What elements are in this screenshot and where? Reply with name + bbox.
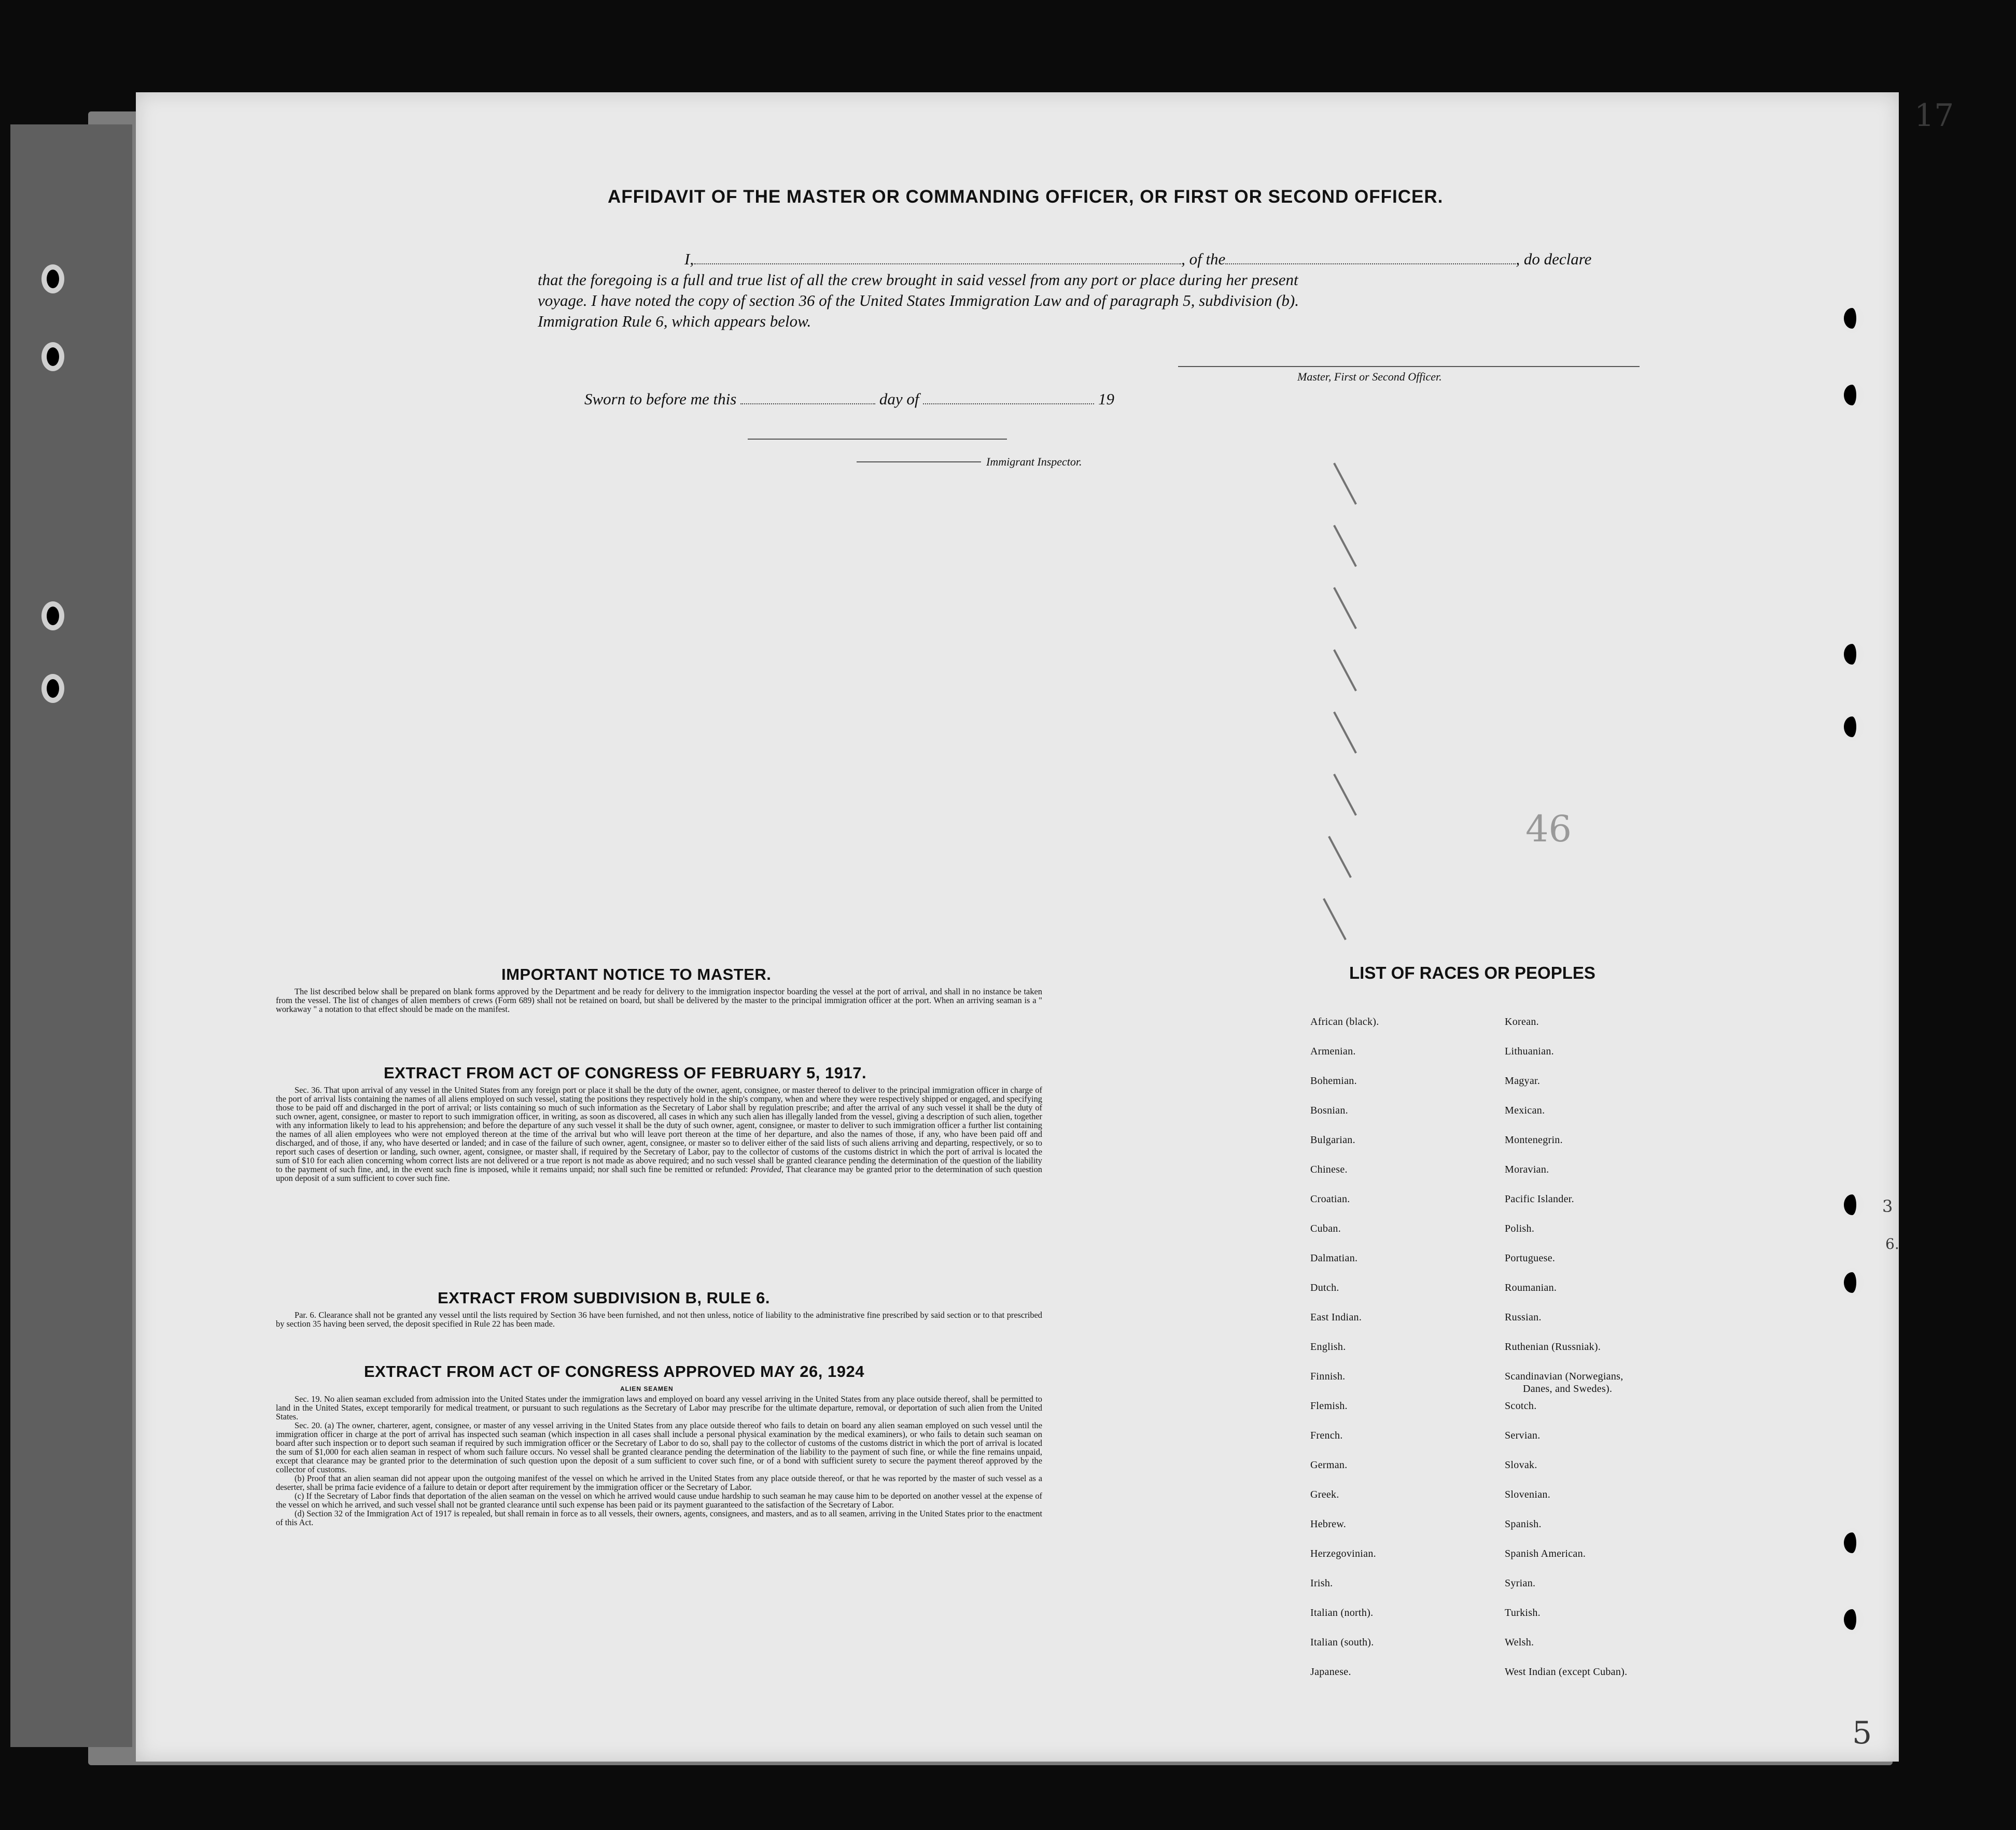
sworn-prefix: Sworn to before me this xyxy=(584,390,737,408)
binder-hole xyxy=(1841,1268,1864,1297)
inspector-name-line xyxy=(857,461,981,462)
tick-mark xyxy=(1333,525,1357,567)
race-item: Montenegrin. xyxy=(1505,1134,1563,1146)
binder-hole xyxy=(41,264,64,293)
manifest-page xyxy=(136,92,1954,1762)
race-item: Russian. xyxy=(1505,1312,1542,1323)
race-item: Scandinavian (Norwegians, xyxy=(1505,1371,1623,1382)
race-item: East Indian. xyxy=(1310,1312,1362,1323)
race-item: Irish. xyxy=(1310,1578,1333,1589)
tick-mark xyxy=(1333,711,1357,753)
tick-mark xyxy=(1333,462,1357,504)
race-item: Roumanian. xyxy=(1505,1282,1557,1293)
race-item: African (black). xyxy=(1310,1016,1379,1027)
sec-20a-paragraph: Sec. 20. (a) The owner, charterer, agent, consignee, or master of any vessel arriving in the United States from any place outside thereof who fails to detain on board any alien seaman employed on such vessel until the immigration officer in charge at the port of arrival has inspected such seaman (which inspection in all cases shall include a personal physical examination by the medical examiners), or who fails to detain such seaman on board after such inspection or to deport such seaman if required by such immigration officer or the Secretary of Labor to do so, shall pay to the collector of customs of the customs district in which the port of arrival is located the sum of $1,000 for each alien seaman in respect of whom such failure occurs. No vessel shall be granted clearance pending the determination of the liability to the payment of such fine, or while the fine remains unpaid, except that clearance may be granted prior to the determination of such question upon the deposit of a sum sufficient to cover such fine, or of a bond with sufficient surety to secure the payment thereof approved by the collector of customs. xyxy=(276,1420,1042,1474)
binder-hole xyxy=(1841,1528,1864,1557)
race-item: Moravian. xyxy=(1505,1164,1549,1175)
sworn-day-field[interactable] xyxy=(740,388,875,404)
race-item: Syrian. xyxy=(1505,1578,1536,1589)
rule-6-body xyxy=(276,1311,1042,1328)
race-item: Welsh. xyxy=(1505,1637,1534,1648)
notice-paragraph: The list described below shall be prepared on blank forms approved by the Department and be ready for delivery to the immigration inspector boarding the vessel at the port of arrival, and shall in no instance be taken from the vessel. The list of changes of alien members of crews (Form 689) shall not be retained on board, but shall be delivered by the master to the principal immigration officer at the port. When an arriving seaman is a " workaway " a notation to that effect should be made on the manifest. xyxy=(276,987,1042,1014)
binding-strip xyxy=(10,124,132,1747)
race-item: Spanish American. xyxy=(1505,1548,1586,1559)
race-item: Dutch. xyxy=(1310,1282,1339,1293)
race-item: Cuban. xyxy=(1310,1223,1341,1234)
race-item: Armenian. xyxy=(1310,1046,1356,1057)
binder-hole xyxy=(41,674,64,703)
race-item: Dalmatian. xyxy=(1310,1252,1358,1264)
race-item: Ruthenian (Russniak). xyxy=(1505,1341,1601,1353)
race-item: German. xyxy=(1310,1459,1348,1471)
race-item: Chinese. xyxy=(1310,1164,1348,1175)
race-item: Mexican. xyxy=(1505,1105,1545,1116)
race-item: Greek. xyxy=(1310,1489,1339,1500)
sec-36-label: Sec. 36. xyxy=(295,1085,322,1095)
handwritten-mark: 6. xyxy=(1885,1235,1899,1252)
extract-1924-title: EXTRACT FROM ACT OF CONGRESS APPROVED MAY 26, 1924 xyxy=(364,1362,864,1381)
extract-1924-body xyxy=(276,1395,1042,1527)
handwritten-mark: 3 xyxy=(1882,1196,1893,1216)
race-item: Spanish. xyxy=(1505,1518,1542,1530)
tick-mark xyxy=(1333,587,1357,629)
race-item: Slovenian. xyxy=(1505,1489,1550,1500)
declaration-prefix: I, xyxy=(684,250,694,268)
race-item: Lithuanian. xyxy=(1505,1046,1554,1057)
affidavit-title: AFFIDAVIT OF THE MASTER OR COMMANDING OFFICER, OR FIRST OR SECOND OFFICER. xyxy=(608,187,1444,207)
races-title: LIST OF RACES OR PEOPLES xyxy=(1349,963,1595,982)
inspector-signature-line[interactable] xyxy=(748,439,1007,440)
sec-20d-paragraph: (d) Section 32 of the Immigration Act of 1917 is repealed, but shall remain in force as to all vessels, their owners, agents, consignees, and masters, and as to all seamen, arriving in the United States prior to the enactment of this Act. xyxy=(276,1509,1042,1527)
sec-20c-paragraph: (c) If the Secretary of Labor finds that deportation of the alien seaman on the vessel on which he arrived would cause undue hardship to such seaman he may cause him to be deported on another vessel at the expense of the vessel on which he arrived, and such vessel shall not be granted clearance until such expense has been paid or its payment guaranteed to the satisfaction of the Secretary of Labor. xyxy=(276,1491,1042,1510)
race-item: Slovak. xyxy=(1505,1459,1537,1471)
binder-hole xyxy=(41,342,64,371)
declaration-end: , do declare xyxy=(1516,250,1592,268)
declaration-line-4: Immigration Rule 6, which appears below. xyxy=(538,312,811,330)
sworn-year-label: 19 xyxy=(1098,390,1114,408)
race-item: Croatian. xyxy=(1310,1193,1350,1205)
proviso-text: That clearance may be granted prior to the determination of such question upon deposit of a sum sufficient to cover such fine. xyxy=(276,1164,1042,1183)
declaration-line-3: voyage. I have noted the copy of section 36 of the United States Immigration Law and of paragraph 5, subdivision (b). xyxy=(538,291,1299,309)
notice-title: IMPORTANT NOTICE TO MASTER. xyxy=(501,965,772,983)
race-item: Pacific Islander. xyxy=(1505,1193,1574,1205)
race-item: Polish. xyxy=(1505,1223,1535,1234)
tick-mark xyxy=(1333,773,1357,815)
inspector-label: Immigrant Inspector. xyxy=(986,455,1082,468)
race-item: Korean. xyxy=(1505,1016,1539,1027)
handwritten-mark: 46 xyxy=(1525,808,1572,850)
race-item: Finnish. xyxy=(1310,1371,1346,1382)
binder-hole xyxy=(1841,640,1864,669)
extract-1917-title: EXTRACT FROM ACT OF CONGRESS OF FEBRUARY 5, 1917. xyxy=(384,1064,867,1082)
race-item: Scotch. xyxy=(1505,1400,1537,1412)
declaration-line-1 xyxy=(684,248,1591,270)
binder-hole xyxy=(41,601,64,630)
race-item: Servian. xyxy=(1505,1430,1541,1441)
binder-hole xyxy=(1841,712,1864,741)
race-item: Hebrew. xyxy=(1310,1518,1347,1530)
race-item: Japanese. xyxy=(1310,1666,1351,1678)
alien-seamen-subtitle: ALIEN SEAMEN xyxy=(620,1385,674,1392)
race-item: Flemish. xyxy=(1310,1400,1348,1412)
proviso-label: Provided, xyxy=(750,1164,783,1174)
race-item: Bohemian. xyxy=(1310,1075,1357,1087)
sworn-month-field[interactable] xyxy=(923,388,1094,404)
race-item: Bosnian. xyxy=(1310,1105,1348,1116)
race-item: Danes, and Swedes). xyxy=(1523,1383,1613,1395)
declaration-line-2: that the foregoing is a full and true list of all the crew brought in said vessel from any port or place during her present xyxy=(538,271,1298,289)
sworn-day-label: day of xyxy=(879,390,919,408)
race-item: Italian (north). xyxy=(1310,1607,1374,1618)
binder-hole xyxy=(1841,381,1864,410)
tick-mark xyxy=(1323,898,1347,940)
handwritten-mark: 5 xyxy=(1852,1715,1872,1751)
sec-20b-paragraph: (b) Proof that an alien seaman did not appear upon the outgoing manifest of the vessel on which he arrived in the United States from any place outside thereof, or that he was reported by the master of such vessel as a deserter, shall be prima facie evidence of a failure to detain or deport after requirement by the immigration officer or the Secretary of Labor. xyxy=(276,1473,1042,1492)
sec-36-text: That upon arrival of any vessel in the United States from any foreign port or place it shall be the duty of the owner, agent, consignee, or master thereof to deliver to the principal immigration officer in charge of the port of arrival lists containing the names of all aliens employed on such vessel, stating the positions they respectively hold in the ship's company, when and where they were respectively shipped or engaged, and specifying those to be paid off and discharged in the port of arrival; or lists containing so much of such information as the Secretary of Labor shall by regulation prescribe; and after the arrival of any such vessel it shall be the duty of such owner, agent, consignee, or master to report to such immigration officer, in writing, as soon as discovered, all cases in which any such alien has illegally landed from the vessel, giving a description of such alien, together with any information likely to lead to his apprehension; and before the departure of any such vessel it shall be the duty of such owner, agent, consignee, or master to deliver to such immigration officer a further list containing the names of all alien employees who were not employed thereon at the time of the arrival but who will leave port thereon at the time of her departure, and also the names of those, if any, who have been paid off and discharged, and of those, if any, who have deserted or landed; and in case of the failure of such owner, agent, consignee, or master so to deliver either of the said lists of such aliens arriving and departing, respectively, or so to report such cases of desertion or landing, such owner, agent, consignee, or master shall, if required by the Secretary of Labor, pay to the collector of customs of the customs district in which the port of arrival is located the sum of $10 for each alien concerning whom correct lists are not delivered or a true report is not made as above required; and no such vessel shall be granted clearance pending the determination of the question of the liability to the payment of such fine, and, in the event such fine is imposed, while it remains unpaid; nor shall such fine be remitted or refunded: xyxy=(276,1085,1042,1174)
declaration-mid: , of the xyxy=(1181,250,1226,268)
sworn-line xyxy=(584,388,1114,410)
sec-19-paragraph: Sec. 19. No alien seaman excluded from admission into the United States under the immigration laws and employed on board any vessel arriving in the United States from any place outside thereof, shall be permitted to land in the United States, except temporarily for medical treatment, or pursuant to such regulations as the Secretary of Labor may prescribe for the ultimate departure, removal, or deportation of such alien from the United States. xyxy=(276,1394,1042,1421)
race-item: Bulgarian. xyxy=(1310,1134,1355,1146)
race-item: French. xyxy=(1310,1430,1343,1441)
race-item: Italian (south). xyxy=(1310,1637,1374,1648)
rule-6-title: EXTRACT FROM SUBDIVISION B, RULE 6. xyxy=(438,1289,770,1307)
race-item: Portuguese. xyxy=(1505,1252,1556,1264)
extract-1917-body xyxy=(276,1086,1042,1183)
handwritten-page-number: 17 xyxy=(1914,97,1954,134)
race-item: West Indian (except Cuban). xyxy=(1505,1666,1628,1678)
tick-mark xyxy=(1333,649,1357,691)
binder-hole xyxy=(1841,1190,1864,1219)
binder-hole xyxy=(1841,304,1864,333)
officer-name-field[interactable] xyxy=(694,248,1181,264)
master-signature-line[interactable] xyxy=(1178,366,1640,367)
rule-6-paragraph: Par. 6. Clearance shall not be granted any vessel until the lists required by Section 36 have been furnished, and not then unless, notice of liability to the administrative fine prescribed by said section or to that prescribed by section 35 having been served, the deposit specified in Rule 22 has been made. xyxy=(276,1310,1042,1329)
notice-body xyxy=(276,987,1042,1013)
race-item: Herzegovinian. xyxy=(1310,1548,1376,1559)
vessel-name-field[interactable] xyxy=(1225,248,1516,264)
race-item: English. xyxy=(1310,1341,1346,1353)
binder-hole xyxy=(1841,1605,1864,1634)
race-item: Magyar. xyxy=(1505,1075,1541,1087)
race-item: Turkish. xyxy=(1505,1607,1541,1618)
tick-mark xyxy=(1328,836,1352,878)
master-signature-label: Master, First or Second Officer. xyxy=(1297,370,1442,383)
